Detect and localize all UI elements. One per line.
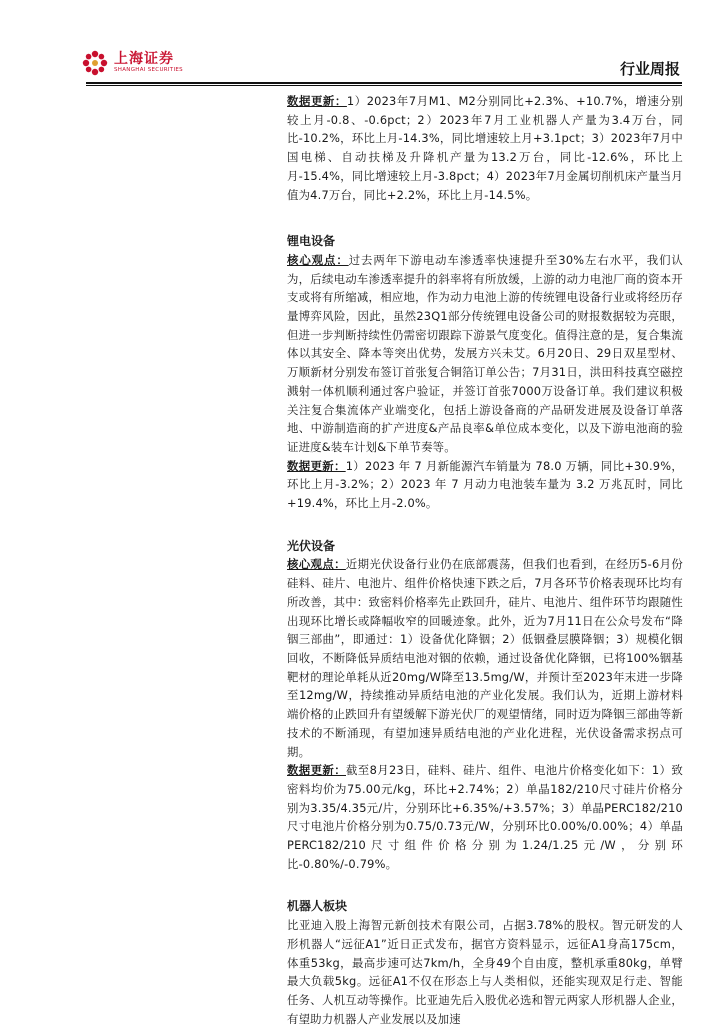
data-update-text: 1）2023 年 7 月新能源汽车销量为 78.0 万辆，同比+30.9%，环比上月-3.2%；2）2023 年 7 月动力电池装车量为 3.2 万兆瓦时，同比+19.4%，环比上月-2.0%。 [287,458,683,511]
robotics-paragraph: 比亚迪入股上海智元新创技术有限公司，占据3.78%的股权。智元研发的人形机器人“远征A1”近日正式发布，据官方资料显示，远征A1身高175cm，体重53kg，最高步速可达7km/h，全身49个自由度，整机承重80kg，单臂最大负载5kg。远征A1不仅在形态上与人类相似，还能实现双足行走、智能任务、人机互动等操作。比亚迪先后入股优必选和智元两家人形机器人企业，有望助力机器人产业发展以及加速 [287,918,683,1026]
data-update-lead: 数据更新： [287,763,346,778]
logo-chinese-name: 上海证券 [114,51,174,68]
lithium-core-view [287,251,683,457]
lithium-data-update [287,457,683,513]
header-rule [86,82,682,84]
section-title-lithium: 锂电设备 [287,234,336,249]
pv-data-update [287,761,683,873]
header-rule-thin [86,85,682,86]
pv-core-view [287,555,683,761]
data-update-text: 截至8月23日，硅料、硅片、组件、电池片价格变化如下：1）致密料均价为75.00元/kg，环比+2.74%；2）单晶182/210尺寸硅片价格分别为3.35/4.35元/片，分别环比+6.35%/+3.57%；3）单晶PERC182/210尺寸电池片价格分别为0.75/0.73元/W，分别环比0.00%/0.00%；4）单晶PERC182/210尺寸组件价格分别为1.24/1.25元/W，分别环比-0.80%/-0.79%。 [287,763,683,871]
page-header [0,0,724,90]
section-title-photovoltaic: 光伏设备 [287,538,336,553]
machinery-data-update [287,92,683,204]
report-body [287,92,683,1028]
report-type-label: 行业周报 [619,60,680,78]
logo-english-name: SHANGHAI SECURITIES [114,67,183,74]
data-update-text: 1）2023年7月M1、M2分别同比+2.3%、+10.7%，增速分别较上月-0.8、-0.6pct；2）2023年7月工业机器人产量为3.4万台，同比-10.2%，环比上月-14.3%，同比增速较上月+3.1pct；3）2023年7月中国电梯、自动扶梯及升降机产量为13.2万台，同比-12.6%，环比上月-15.4%，同比增速较上月-3.8pct；4）2023年7月金属切削机床产量当月值为4.7万台，同比+2.2%，环比上月-14.5%。 [287,94,683,202]
core-view-text: 近期光伏设备行业仍在底部震荡，但我们也看到，在经历5-6月份硅料、硅片、电池片、组件价格快速下跌之后，7月各环节价格表现环比均有所改善，其中：致密料价格率先止跌回升，硅片、电池片、组件环节均跟随性出现环比增长或降幅收窄的回暖迹象。此外，近为7月11日在公众号发布“降铟三部曲”，即通过：1）设备优化降铟；2）低铟叠层膜降铟；3）规模化铟回收，不断降低异质结电池对铟的依赖，通过设备优化降铟，已将100%铟基靶材的理论单耗从近20mg/W降至13.5mg/W，并预计至2023年末进一步降至12mg/W，持续推动异质结电池的产业化发展。我们认为，近期上游材料端价格的止跌回升有望缓解下游光伏厂的观望情绪，同时迈为降铟三部曲等新技术的不断涌现，有望加速异质结电池的产业化进程，光伏设备需求拐点可期。 [287,557,683,759]
data-update-lead: 数据更新： [287,94,347,108]
core-view-text: 过去两年下游电动车渗透率快速提升至30%左右水平，我们认为，后续电动车渗透率提升的斜率将有所放缓，上游的动力电池厂商的资本开支或将有所缩减，相应地，作为动力电池上游的传统锂电设备行业或将经历存量博弈风险，因此，虽然23Q1部分传统锂电设备公司的财报数据较为亮眼，但进一步判断持续性仍需密切跟踪下游景气度变化。值得注意的是，复合集流体以其安全、降本等突出优势，发展方兴未艾。6月20日、29日双星型材、万顺新材分别发布签订首张复合铜箔订单公告；7月31日，洪田科技真空磁控溅射一体机顺利通过客户验证，并签订首张7000万设备订单。我们建议积极关注复合集流体产业端变化，包括上游设备商的产品研发进展及设备订单落地、中游制造商的扩产进度&产品良率&单位成本变化，以及下游电池商的验证进度&装车计划&下单节奏等。 [287,252,683,454]
core-view-lead: 核心观点： [287,252,349,267]
company-logo [82,50,183,76]
data-update-lead: 数据更新： [287,458,346,473]
logo-emblem-icon [82,50,108,76]
core-view-lead: 核心观点： [287,557,346,572]
section-title-robotics: 机器人板块 [287,899,348,914]
